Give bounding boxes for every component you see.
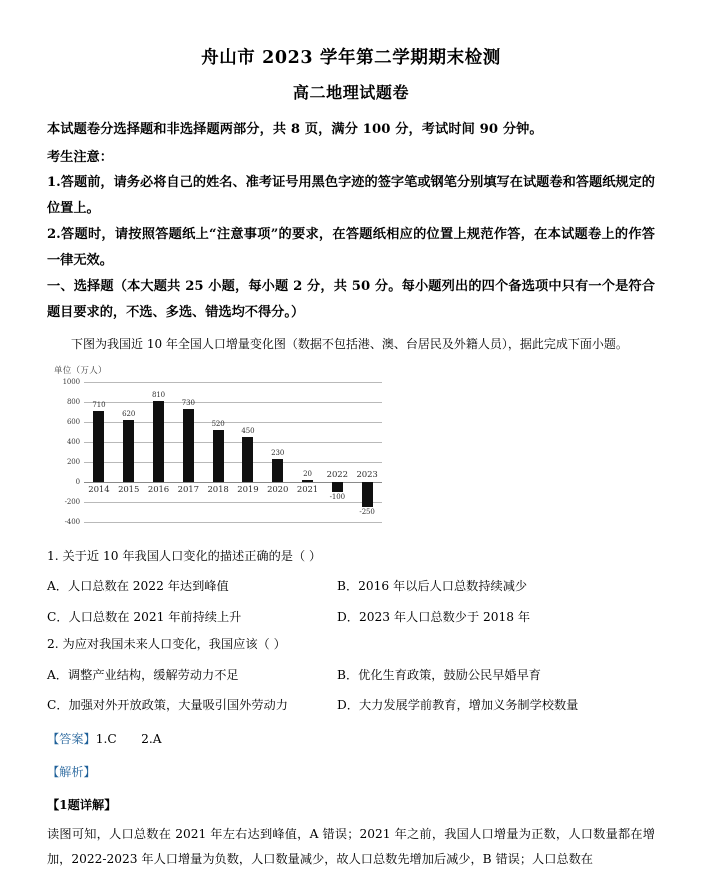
bar-value-label-2020: 230 [271, 448, 285, 457]
bar-2018 [213, 430, 224, 482]
bar-2017 [183, 409, 194, 482]
page-subtitle: 高二地理试题卷 [292, 82, 410, 102]
x-axis-tick-label-2018: 2018 [207, 484, 229, 495]
candidate-notice-heading: 考生注意： [47, 149, 113, 165]
bar-value-label-2017: 730 [181, 398, 195, 407]
x-axis-tick-label-2021: 2021 [296, 484, 319, 495]
bar-2014 [93, 411, 104, 482]
bar-value-label-2019: 450 [241, 426, 255, 435]
answer-line [47, 730, 655, 750]
detail-heading-1: 【1题详解】 [47, 797, 117, 812]
page-title: 舟山市 2023 学年第二学期期末检测 [201, 48, 501, 68]
gridline--200 [64, 497, 382, 506]
question-2-option-b[interactable]: B．优化生育政策，鼓励公民早婚早育 [337, 667, 541, 682]
exam-info-line: 本试题卷分选择题和非选择题两部分，共 8 页，满分 100 分，考试时间 90 分钟。 [47, 121, 543, 137]
y-axis-tick-label: -400 [64, 517, 80, 526]
question-1-options-row-1 [47, 577, 655, 597]
population-growth-chart [52, 364, 392, 539]
question-2-options-row-2 [47, 696, 655, 716]
x-axis-tick-label-2019: 2019 [237, 484, 259, 495]
y-axis-tick-label: -200 [64, 497, 80, 506]
y-axis-tick-label: 1000 [62, 377, 80, 386]
bar-2022 [332, 482, 343, 492]
bar-2020 [272, 459, 283, 482]
page-content [47, 0, 655, 872]
detail-paragraph-1: 读图可知，人口总数在 2021 年左右达到峰值，A 错误；2021 年之前，我国人口增量为正数，人口数量都在增加，2022-2023 年人口增量为负数，人口数量减少，故人口总数先增加后减少，B 错误；人口总数在 [47, 827, 655, 867]
bar-2016 [153, 401, 164, 482]
question-1-option-b[interactable]: B．2016 年以后人口总数持续减少 [337, 579, 528, 594]
bar-2021 [302, 480, 313, 482]
question-2-option-c[interactable]: C．加强对外开放政策，大量吸引国外劳动力 [47, 698, 288, 713]
chart-unit-label: 单位（万人） [54, 365, 107, 376]
bar-value-label-2015: 620 [122, 409, 136, 418]
question-1-options-row-2 [47, 608, 655, 628]
bar-2023 [362, 482, 373, 507]
x-axis-tick-label-2015: 2015 [118, 484, 140, 495]
bar-value-label-2018: 520 [211, 419, 225, 428]
y-axis-tick-label: 0 [75, 477, 80, 486]
x-axis-tick-label-2023: 2023 [356, 469, 378, 480]
answer-value: 1.C 2.A [95, 731, 162, 746]
gridline--400 [64, 517, 382, 526]
question-2-option-a[interactable]: A．调整产业结构，缓解劳动力不足 [47, 667, 239, 682]
analysis-tag: 【解析】 [47, 765, 96, 780]
bar-value-label-2023: -250 [359, 507, 375, 516]
question-1-option-d[interactable]: D．2023 年人口总数少于 2018 年 [337, 609, 531, 624]
question-1-stem: 1. 关于近 10 年我国人口变化的描述正确的是（ ） [47, 548, 322, 563]
y-axis-tick-label: 800 [66, 397, 80, 406]
section-heading-multiple-choice: 一、选择题（本大题共 25 小题，每小题 2 分，共 50 分。每小题列出的四个备选项中只有一个是符合题目要求的，不选、多选、错选均不得分。） [47, 279, 655, 321]
x-axis-tick-label-2017: 2017 [177, 484, 199, 495]
gridline-1000 [62, 377, 382, 386]
x-axis-tick-label-2014: 2014 [88, 484, 110, 495]
chart-plot-area [62, 377, 382, 526]
question-1-option-c[interactable]: C．人口总数在 2021 年前持续上升 [47, 609, 242, 624]
bar-2015 [123, 420, 134, 482]
bar-2019 [242, 437, 253, 482]
question-2-stem: 2. 为应对我国未来人口变化，我国应该（ ） [47, 637, 286, 652]
y-axis-tick-label: 400 [66, 437, 80, 446]
bar-value-label-2014: 710 [92, 400, 106, 409]
question-2-options-row-1 [47, 666, 655, 686]
y-axis-tick-label: 600 [66, 417, 80, 426]
bar-value-label-2022: -100 [329, 492, 345, 501]
x-axis-tick-label-2020: 2020 [267, 484, 289, 495]
y-axis-tick-label: 200 [66, 457, 80, 466]
question-1-option-a[interactable]: A．人口总数在 2022 年达到峰值 [47, 579, 229, 594]
notice-item-1: 1.答题前，请务必将自己的姓名、准考证号用黑色字迹的签字笔或钢笔分别填写在试题卷和答题纸规定的位置上。 [47, 175, 655, 217]
x-axis-tick-label-2016: 2016 [147, 484, 170, 495]
question-2-option-d[interactable]: D．大力发展学前教育，增加义务制学校数量 [337, 698, 579, 713]
question-group-lead: 下图为我国近 10 年全国人口增量变化图（数据不包括港、澳、台居民及外籍人员），据此完成下面小题。 [71, 336, 628, 351]
bar-value-label-2021: 20 [303, 469, 312, 478]
bar-value-label-2016: 810 [151, 390, 166, 399]
answer-tag: 【答案】 [47, 731, 96, 746]
analysis-line [47, 763, 655, 783]
notice-item-2: 2.答题时，请按照答题纸上“注意事项”的要求，在答题纸相应的位置上规范作答，在本试题卷上的作答一律无效。 [47, 226, 655, 268]
x-axis-tick-label-2022: 2022 [326, 469, 348, 480]
